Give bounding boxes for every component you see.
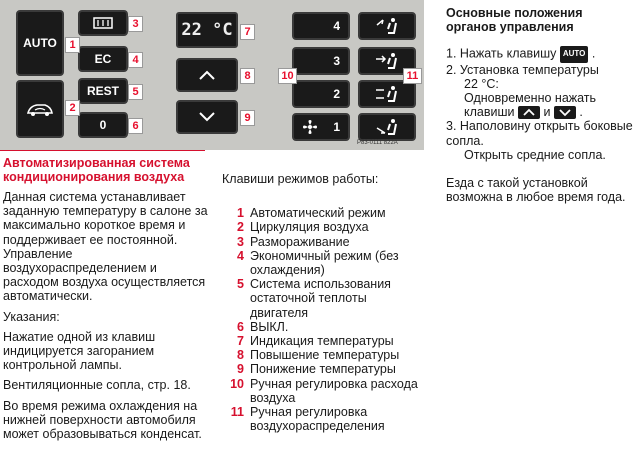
- climate-control-panel: [0, 0, 424, 150]
- mode-list-item: [222, 235, 422, 249]
- left-column: [3, 157, 208, 441]
- economy-button-label: EC: [94, 52, 112, 66]
- callout-9: 9: [240, 110, 255, 126]
- callout-7: 7: [240, 24, 255, 40]
- seat-airflow-icon: [374, 52, 400, 70]
- mode-list-item: [222, 348, 422, 362]
- mode-list: [222, 206, 422, 433]
- step-1: 1. Нажать клавишу AUTO .: [446, 46, 596, 61]
- mode-number: 3: [237, 234, 244, 249]
- mode-list-item: [222, 206, 422, 220]
- mode-number: 1: [237, 206, 244, 221]
- season-note: Езда с такой установкой возможна в любое время года.: [446, 176, 626, 205]
- mode-description: Автоматический режим: [250, 206, 386, 221]
- step-2-line4: клавиши и .: [464, 105, 583, 120]
- mode-number: 6: [237, 319, 244, 334]
- vents-reference: Вентиляционные сопла, стр. 18.: [3, 378, 191, 393]
- mode-number: 7: [237, 334, 244, 349]
- seat-airflow-icon: [374, 85, 400, 103]
- temperature-down-button[interactable]: [176, 100, 238, 134]
- mode-number: 5: [237, 277, 244, 292]
- temperature-readout: 22 °C: [181, 20, 233, 40]
- mode-list-item: [222, 277, 422, 320]
- arrow-down-icon: [198, 112, 216, 122]
- mode-description: Размораживание: [250, 234, 350, 249]
- step-2-keys-text: клавиши: [464, 105, 515, 120]
- mode-list-item: [222, 377, 422, 405]
- mode-description: Экономичный режим (без охлаждения): [250, 248, 399, 278]
- auto-button-label: AUTO: [23, 36, 57, 50]
- mode-number: 4: [237, 248, 244, 263]
- section-divider: [0, 150, 205, 151]
- mode-description: Понижение температуры: [250, 362, 396, 377]
- temperature-up-button[interactable]: [176, 58, 238, 92]
- mode-list-item: [222, 320, 422, 334]
- off-button[interactable]: [78, 112, 128, 138]
- arrow-up-icon: [198, 70, 216, 80]
- fan-icon: [302, 119, 318, 135]
- callout-2: 2: [65, 100, 80, 116]
- callout-6: 6: [128, 118, 143, 134]
- mode-description: Ручная регулировка воздухораспределения: [250, 405, 385, 434]
- airflow-bilevel-button[interactable]: [358, 80, 416, 108]
- control-paragraph: Управление воздухораспределением и расходом воздуха осуществляется автоматически.: [3, 246, 206, 304]
- step-2-and: и: [543, 105, 551, 120]
- fan-speed-1-label: 1: [333, 120, 340, 134]
- callout-4: 4: [128, 52, 143, 68]
- step-2-line3: Одновременно нажать: [464, 91, 597, 106]
- fan-speed-1-button[interactable]: [292, 113, 350, 141]
- mode-description: Повышение температуры: [250, 348, 400, 363]
- callout-3: 3: [128, 16, 143, 32]
- airflow-floor-button[interactable]: [358, 113, 416, 141]
- fan-speed-3-label: 3: [333, 54, 340, 68]
- arrow-up-key-icon: [518, 106, 540, 119]
- rest-button-label: REST: [86, 84, 119, 98]
- callout-1: 1: [65, 37, 80, 53]
- fan-speed-4-button[interactable]: [292, 12, 350, 40]
- step-2-line1: 2. Установка температуры: [446, 62, 599, 77]
- notes-heading: Указания:: [3, 309, 60, 324]
- mode-list-item: [222, 220, 422, 234]
- economy-button[interactable]: [78, 46, 128, 72]
- rear-defrost-button[interactable]: [78, 10, 128, 36]
- rear-defrost-icon: [92, 16, 114, 30]
- intro-paragraph: Данная система устанавливает заданную температуру в салоне за максимально короткое время и поддерживает ее постоянной.: [3, 190, 208, 247]
- mode-number: 9: [237, 362, 244, 377]
- rest-button[interactable]: [78, 78, 128, 104]
- mode-list-item: [222, 249, 422, 277]
- callout-10: 10: [278, 68, 297, 84]
- mode-number: 11: [230, 405, 244, 420]
- seat-airflow-icon: [374, 17, 400, 35]
- indicator-note: Нажатие одной из клавиш индицируется загоранием контрольной лампы.: [3, 329, 156, 373]
- mode-number: 10: [230, 376, 244, 391]
- condensate-note: Во время режима охлаждения на нижней поверхности автомобиля может образовываться конденсат.: [3, 398, 202, 442]
- mode-list-item: [222, 362, 422, 376]
- right-column: [446, 6, 636, 204]
- mode-list-item: [222, 405, 422, 433]
- section-title: Автоматизированная система кондиционирования воздуха: [3, 156, 190, 184]
- arrow-down-key-icon: [554, 106, 576, 119]
- step-1-text: 1. Нажать клавишу: [446, 46, 557, 61]
- seat-airflow-icon: [374, 118, 400, 136]
- temperature-display: [176, 12, 238, 48]
- mode-description: ВЫКЛ.: [250, 319, 289, 334]
- basic-settings-title: Основные положения органов управления: [446, 6, 583, 35]
- modes-heading: Клавиши режимов работы:: [222, 172, 379, 186]
- callout-8: 8: [240, 68, 255, 84]
- callout-11: 11: [403, 68, 422, 84]
- mode-description: Система использования остаточной теплоты двигателя: [250, 277, 391, 320]
- air-recirculation-icon: [25, 101, 55, 117]
- step-3-line2: Открыть средние сопла.: [464, 147, 606, 162]
- figure-code: P83-0111 822A: [357, 140, 398, 146]
- fan-speed-3-button[interactable]: [292, 47, 350, 75]
- mode-list-item: [222, 334, 422, 348]
- fan-speed-4-label: 4: [333, 19, 340, 33]
- callout-5: 5: [128, 84, 143, 100]
- fan-speed-2-label: 2: [333, 87, 340, 101]
- auto-key-icon: AUTO: [560, 46, 589, 62]
- air-recirculation-button[interactable]: [16, 80, 64, 138]
- fan-speed-2-button[interactable]: [292, 80, 350, 108]
- airflow-windshield-button[interactable]: [358, 12, 416, 40]
- auto-button[interactable]: [16, 10, 64, 76]
- mode-number: 2: [237, 220, 244, 235]
- step-2-line2: 22 °C:: [464, 76, 499, 91]
- off-button-label: 0: [99, 118, 107, 132]
- mode-description: Индикация температуры: [250, 334, 394, 349]
- mode-description: Ручная регулировка расхода воздуха: [250, 376, 418, 405]
- step-3-line1: 3. Наполовину открыть боковые сопла.: [446, 119, 633, 148]
- mode-number: 8: [237, 348, 244, 363]
- middle-column: [222, 172, 422, 433]
- mode-description: Циркуляция воздуха: [250, 220, 369, 235]
